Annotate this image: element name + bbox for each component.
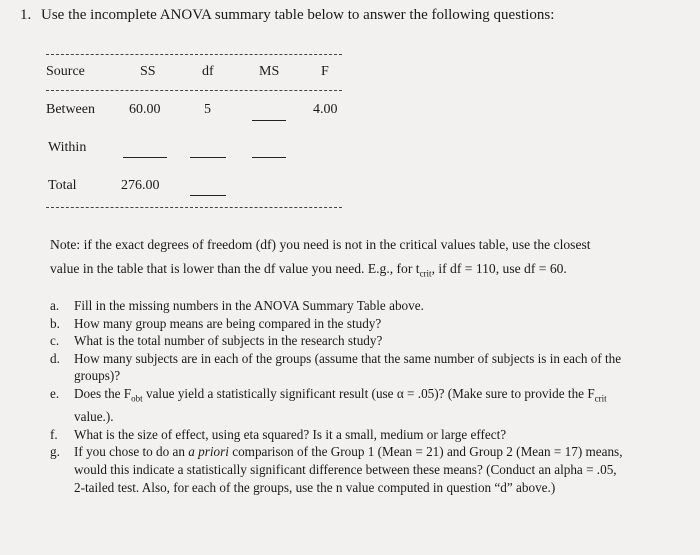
note-line-1: [50, 233, 650, 257]
note-paragraph: [50, 233, 650, 286]
question-letter: d.: [50, 350, 60, 366]
row-within-df-blank[interactable]: [190, 157, 226, 158]
question-item-b: [50, 315, 630, 333]
question-letter: a.: [50, 298, 60, 313]
header-source: Source: [46, 64, 85, 79]
row-between-f: 4.00: [313, 102, 338, 117]
question-item-c: [50, 332, 630, 350]
question-text: [74, 385, 630, 426]
note-text-1: if the exact degrees of freedom (df) you need is not in the critical values table, use the closest: [83, 237, 591, 252]
question-item-a: [50, 297, 630, 315]
row-between-df: 5: [204, 102, 211, 117]
header-ms: MS: [259, 64, 280, 79]
question-item-g: [50, 443, 630, 496]
row-between-source: Between: [46, 102, 95, 117]
question-item-d: [50, 350, 630, 385]
row-within-source: Within: [48, 140, 87, 155]
question-letter: b.: [50, 315, 60, 331]
question-letter: f.: [50, 426, 58, 442]
question-text: Fill in the missing numbers in the ANOVA Summary Table above.: [74, 298, 424, 313]
header-ss: SS: [140, 64, 156, 79]
question-letter: e.: [50, 385, 60, 401]
question-prompt: Use the incomplete ANOVA summary table below to answer the following questions:: [41, 7, 555, 23]
note-line-2: [50, 257, 650, 286]
question-g-emphasis: a priori: [188, 444, 229, 460]
question-text: How many group means are being compared in the study?: [74, 315, 382, 331]
row-between-ss: 60.00: [129, 102, 161, 117]
question-text: What is the size of effect, using eta squared? Is it a small, medium or large effect?: [74, 426, 507, 442]
question-e-part-3: value.).: [74, 409, 114, 425]
note-text-2b: , if df = 110, use df = 60.: [431, 261, 567, 276]
question-e-sub-crit: crit: [594, 393, 607, 404]
question-letter: c.: [50, 333, 60, 349]
table-top-rule: [46, 54, 342, 55]
question-header: [20, 7, 554, 24]
row-within-ss-blank[interactable]: [123, 157, 167, 158]
question-number: 1.: [20, 7, 32, 23]
header-df: df: [202, 64, 214, 79]
questions-list: [50, 297, 630, 496]
note-label: Note:: [50, 237, 81, 252]
question-g-part-1: If you chose to do an: [74, 444, 189, 460]
header-f: F: [321, 64, 329, 79]
question-letter: g.: [50, 444, 60, 460]
question-item-f: [50, 426, 630, 444]
row-within-ms-blank[interactable]: [252, 157, 286, 158]
header-rule: [46, 90, 342, 91]
note-sub-crit: crit: [419, 268, 432, 279]
question-e-part-2: value yield a statistically significant result (use α = .05)? (Make sure to provide the F: [142, 385, 595, 401]
question-e-part-1: Does the F: [74, 385, 132, 401]
question-item-e: [50, 385, 630, 426]
row-total-ss: 276.00: [121, 178, 160, 193]
question-e-sub-obt: obt: [131, 393, 143, 404]
row-between-ms-blank[interactable]: [252, 120, 286, 121]
table-bottom-rule: [46, 207, 342, 208]
question-text: How many subjects are in each of the groups (assume that the same number of subjects is in each of the groups)?: [74, 350, 622, 384]
question-text: [74, 443, 630, 496]
question-text: What is the total number of subjects in the research study?: [74, 333, 383, 349]
note-text-2a: value in the table that is lower than the df value you need. E.g., for t: [50, 261, 420, 276]
question-g-part-2: comparison of the Group 1 (Mean = 21) and Group 2 (Mean = 17) means, would this indicate a statistically significant difference between these means? (Conduct an alpha = .05, 2-tailed test. Also, for each of the groups, use the n value computed in question “d” above.): [74, 444, 623, 495]
row-total-source: Total: [48, 178, 77, 193]
row-total-df-blank[interactable]: [190, 195, 226, 196]
